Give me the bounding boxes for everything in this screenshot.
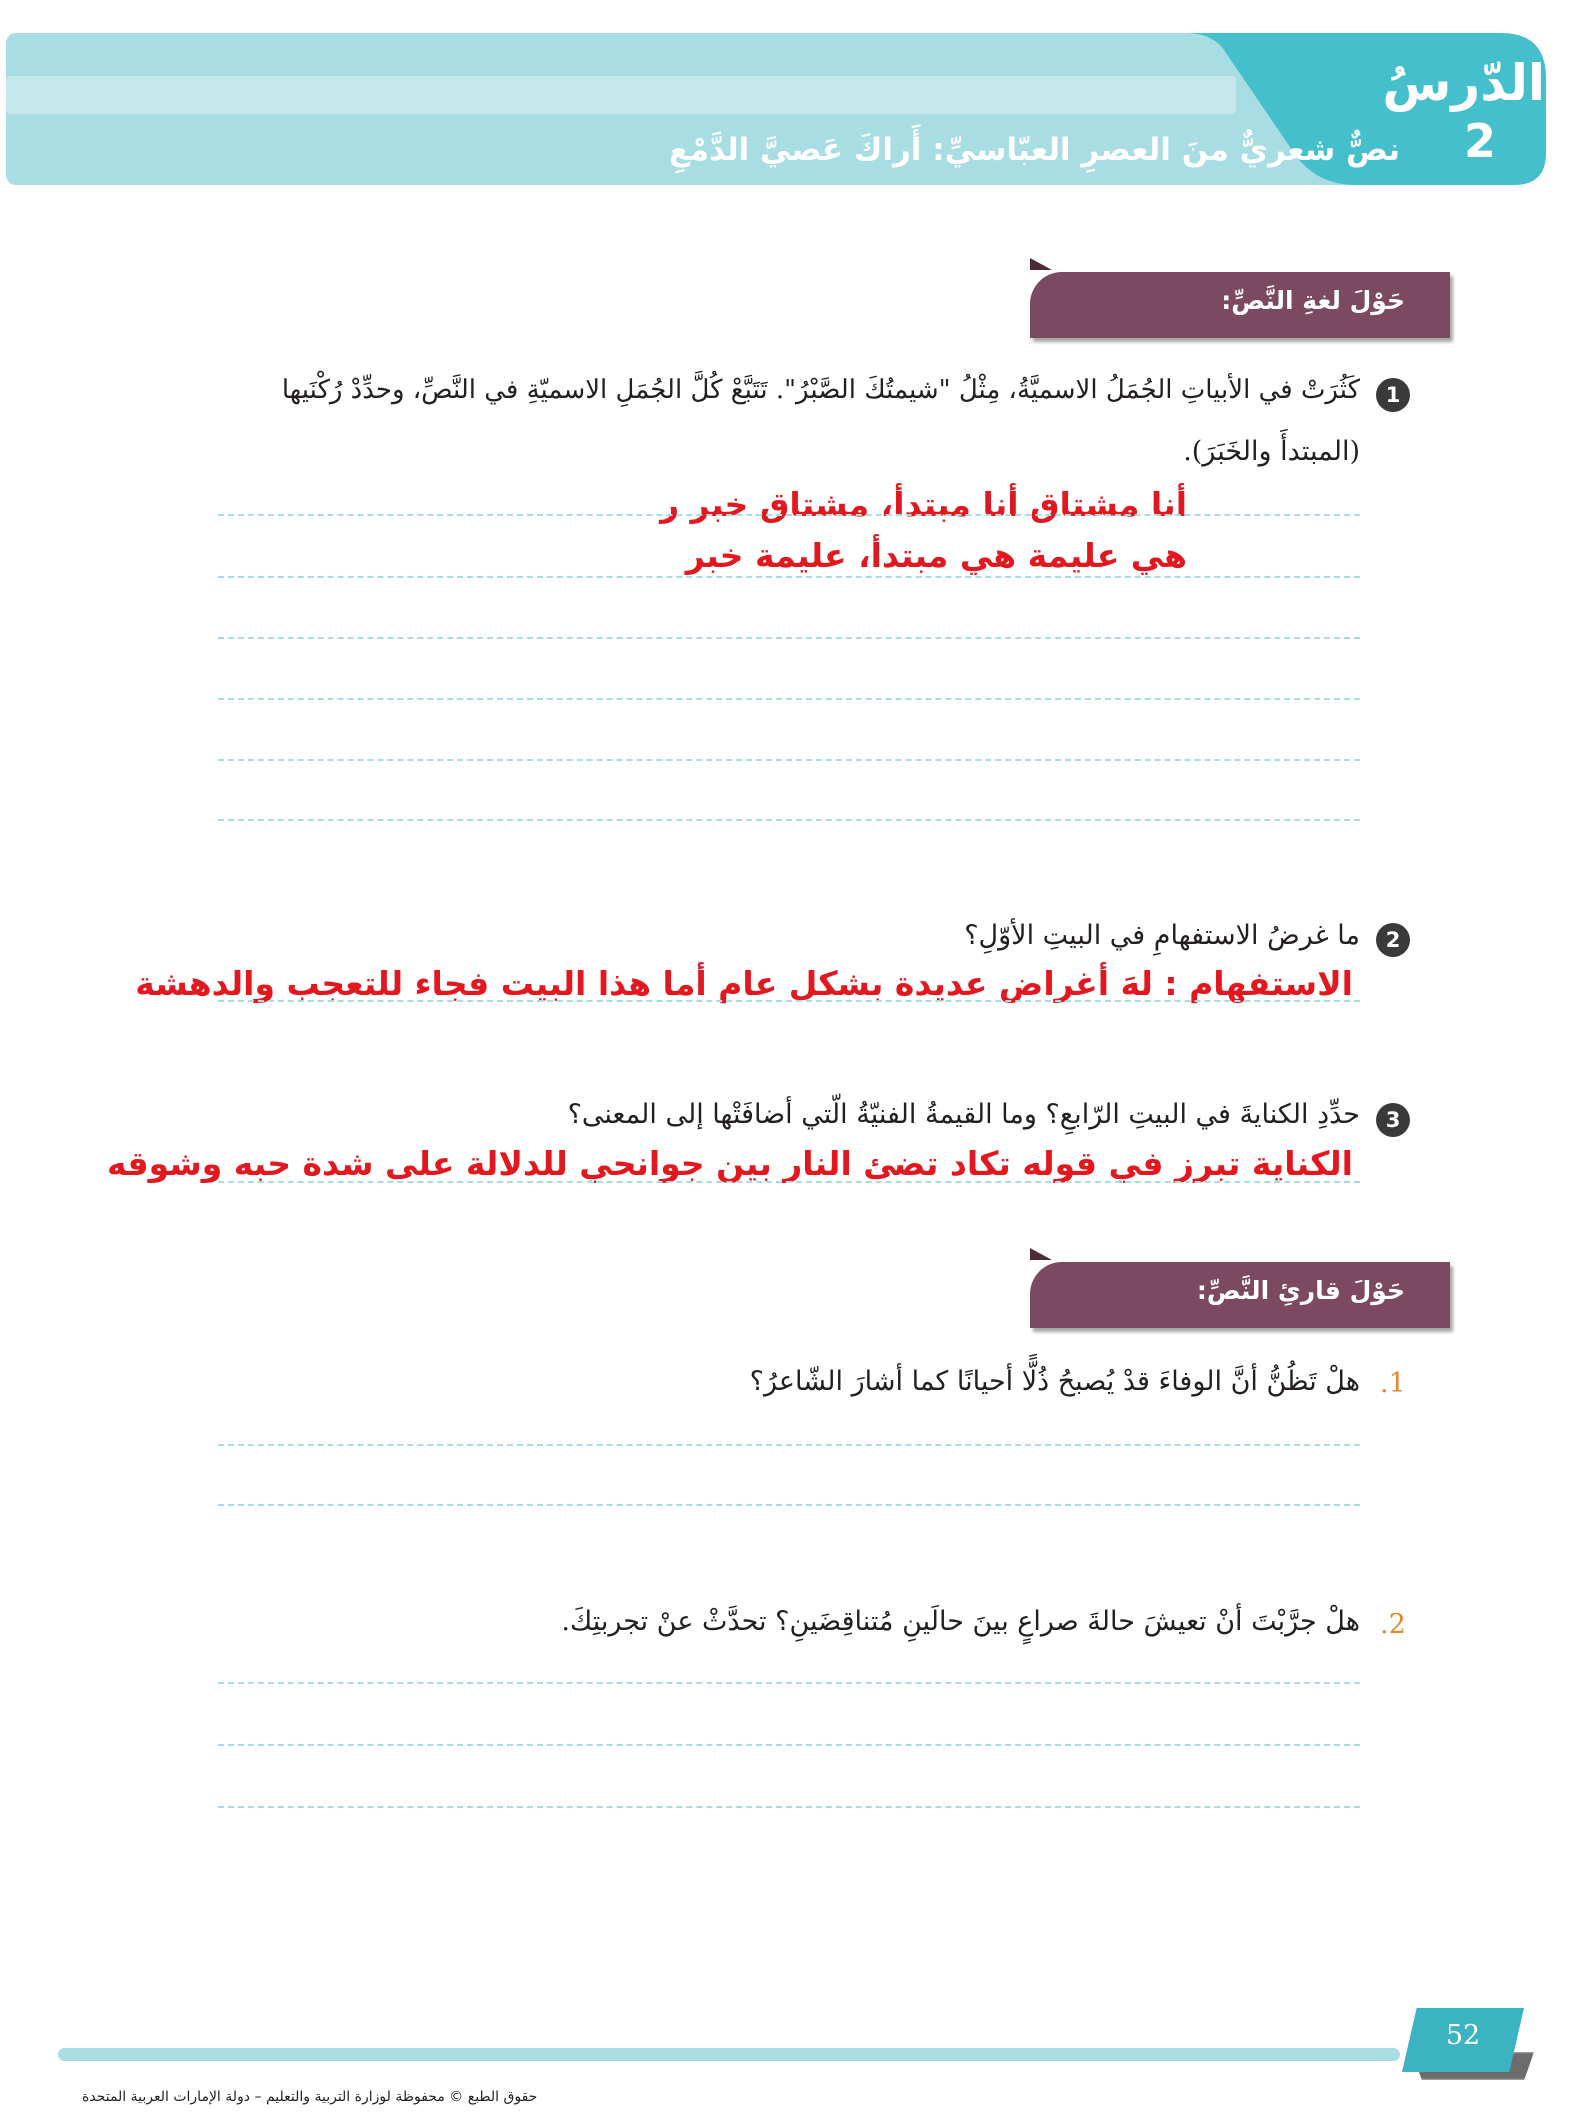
answer-line [218,514,1360,516]
section-header-fold [1030,1248,1052,1260]
lesson-banner-stripe [6,76,1236,114]
answer-2: الاستفهام : لهَ أغراض عديدة بشكل عام أما هذا البيت فجاء للتعجب والدهشة [135,964,1353,1003]
answer-line [218,819,1360,821]
reader-question-1-text: هلْ تَظُنُّ أنَّ الوفاءَ قدْ يُصبحُ ذُلًّا أحيانًا كما أشارَ الشّاعرُ؟ [749,1366,1360,1397]
reader-question-2-text: هلْ جرَّبْتَ أنْ تعيشَ حالةَ صراعٍ بينَ حالَينِ مُتناقِضَينِ؟ تحدَّثْ عنْ تجربتِكَ. [561,1606,1360,1637]
lesson-title: نصٌّ شعريٌّ منَ العصرِ العبّاسيِّ: أَراكَ عَصيَّ الدَّمْعِ [668,132,1400,168]
lesson-label: الدّرسُ [1382,54,1545,112]
section-header-fold [1030,258,1052,270]
question-3-text: حدِّدِ الكنايةَ في البيتِ الرّابعِ؟ وما القيمةُ الفنيّةُ الّتي أضافَتْها إلى المعنى؟ [567,1099,1360,1130]
question-2-text: ما غرضُ الاستفهامِ في البيتِ الأوّلِ؟ [964,920,1360,951]
reader-question-2-number: .2 [1380,1609,1406,1640]
answer-line [218,576,1360,578]
question-1-text-line2: (المبتدأَ والخَبَرَ). [1183,436,1360,467]
question-3-number: 3 [1376,1103,1410,1137]
answer-line [218,1444,1360,1446]
footer-bar [58,2048,1400,2061]
question-1-text-line1: كَثُرَتْ في الأبياتِ الجُمَلُ الاسميَّةُ، مِثْلُ "شيمتُكَ الصَّبْرُ". تَتَبَّعْ كُلَّ الجُمَلِ الاسميّةِ في النَّصِّ، وحدِّدْ رُكْنَيها [281,375,1360,405]
answer-line [218,759,1360,761]
section-header-reader [1030,1262,1450,1328]
reader-question-1-number: .1 [1380,1368,1406,1399]
question-1-number: 1 [1376,378,1410,412]
answer-1-line2: هي عليمة هي مبتدأ، عليمة خبر [685,536,1187,575]
answer-line [218,1682,1360,1684]
answer-line [218,1181,1360,1183]
answer-line [218,1744,1360,1746]
answer-3: الكناية تبرز في قوله تكاد تضئ النار بين جوانحي للدلالة على شدة حبه وشوقه [107,1144,1353,1183]
section-header-language [1030,272,1450,338]
section-header-reader-label: حَوْلَ قارئِ النَّصِّ: [1196,1276,1405,1305]
answer-line [218,637,1360,639]
answer-line [218,1504,1360,1506]
answer-line [218,1000,1360,1002]
answer-line [218,698,1360,700]
lesson-number: 2 [1463,114,1496,168]
page-number: 52 [1445,2020,1481,2051]
copyright-notice: حقوق الطبع © محفوظة لوزارة التربية والتعليم – دولة الإمارات العربية المتحدة [82,2089,538,2105]
question-2-number: 2 [1376,923,1410,957]
answer-1-line1: أنا مشتاق أنا مبتدأ، مشتاق خبر ر [660,485,1187,524]
section-header-language-label: حَوْلَ لغةِ النَّصِّ: [1221,286,1405,315]
answer-line [218,1806,1360,1808]
